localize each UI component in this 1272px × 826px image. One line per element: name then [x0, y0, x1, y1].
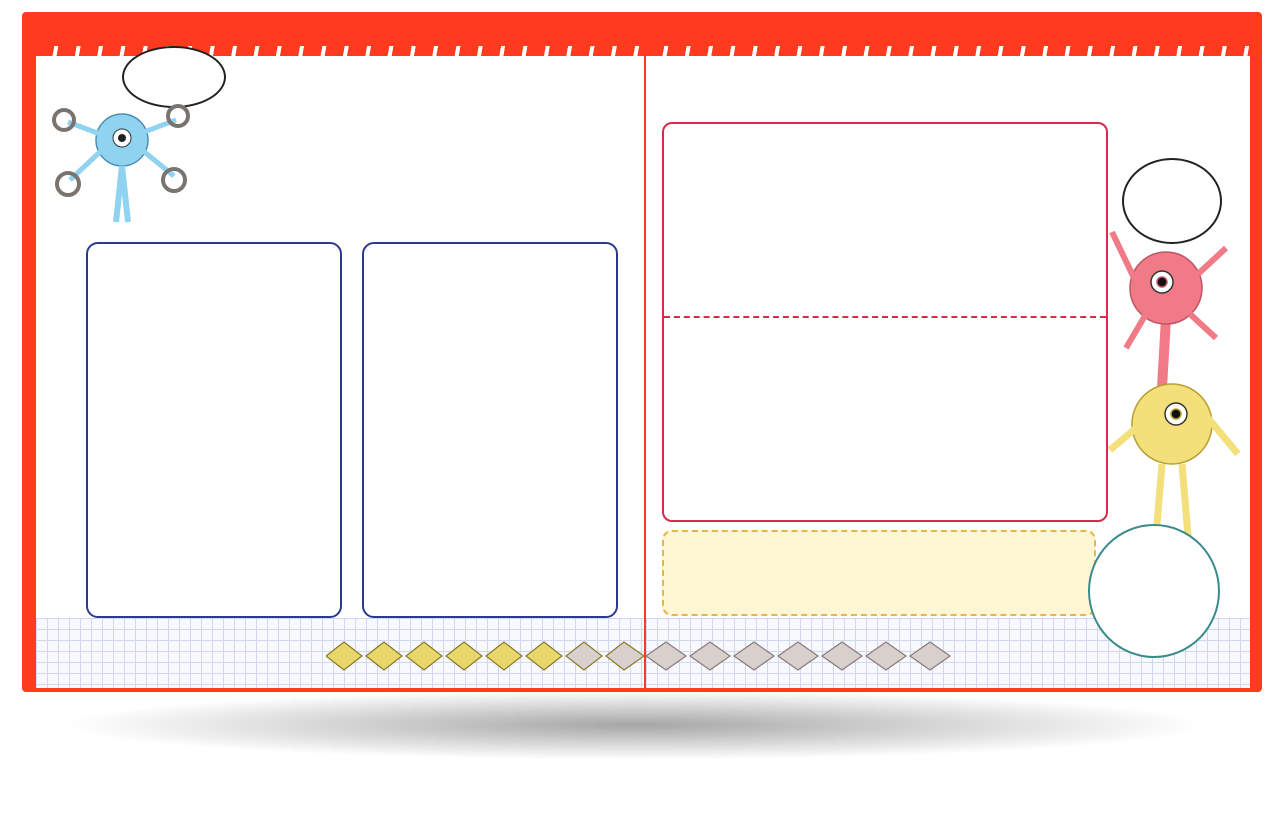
page-header-band: [646, 22, 1250, 50]
gear-set-right: [364, 244, 616, 616]
blue-neuron-mascot: [50, 92, 190, 232]
right-page: [646, 22, 1250, 688]
neuron-chain-left: [326, 634, 644, 678]
neuron-match-frame: [662, 122, 1108, 522]
gear-set-left: [88, 244, 340, 616]
sticker-placeholder: [1088, 524, 1220, 658]
gear-frame-left: [86, 242, 342, 618]
divider-dashed: [664, 316, 1106, 318]
did-you-know-box: [662, 530, 1096, 616]
neuron-chain-right: [646, 634, 976, 678]
neuron-match-area: [664, 124, 1106, 520]
page-header-band: [36, 22, 644, 50]
left-page: [36, 22, 644, 688]
pink-yellow-neuron-mascots: [1106, 218, 1246, 548]
book-shadow: [60, 690, 1210, 760]
gear-frame-right: [362, 242, 618, 618]
